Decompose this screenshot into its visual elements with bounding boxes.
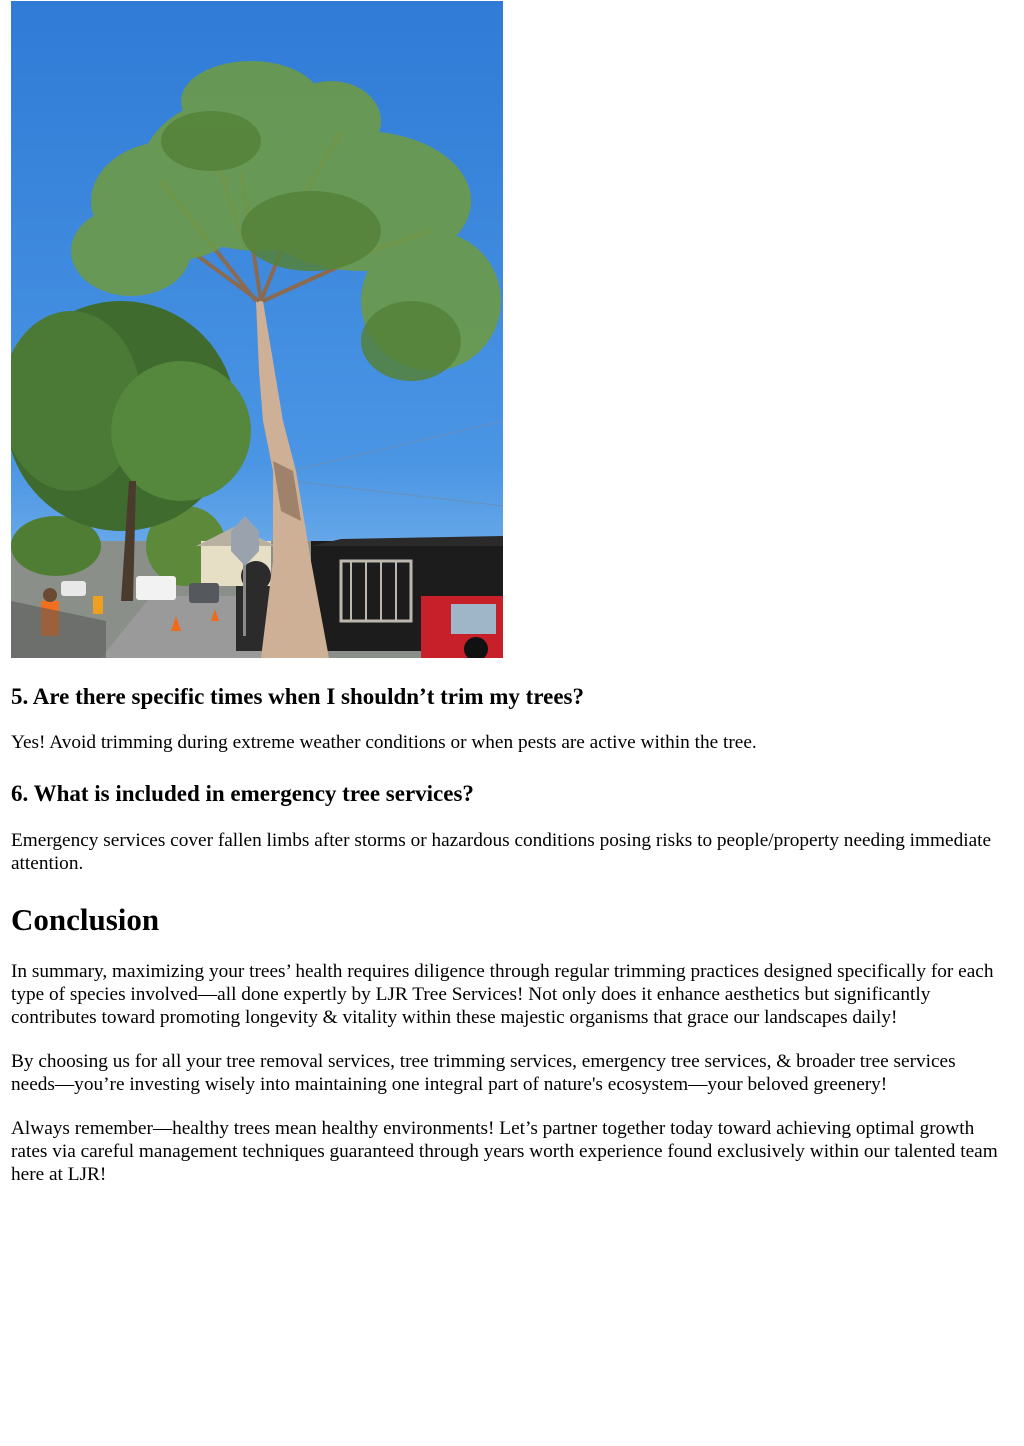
article-content [11, 0, 1001, 1186]
conclusion-heading: Conclusion [11, 902, 160, 937]
faq-answer-6: Emergency services cover fallen limbs after storms or hazardous conditions posing risks to people/property needing immediate attention. [11, 830, 992, 874]
tree-photo [11, 1, 503, 658]
faq-question-5: 5. Are there specific times when I shouldn’t trim my trees? [11, 684, 585, 709]
conclusion-paragraph: By choosing us for all your tree removal services, tree trimming services, emergency tree services, & broader tree services needs—you’re investing wisely into maintaining one integral part of nature's ecosystem—your beloved greenery! [11, 1051, 956, 1095]
tree-photo-illustration [11, 1, 503, 658]
conclusion-paragraph: In summary, maximizing your trees’ health requires diligence through regular trimming practices designed specifically for each type of species involved—all done expertly by LJR Tree Services! Not only does it enhance aesthetics but significantly contributes toward promoting longevity & vitality within these majestic organisms that grace our landscapes daily! [11, 961, 994, 1028]
conclusion-paragraph: Always remember—healthy trees mean healthy environments! Let’s partner together today toward achieving optimal growth rates via careful management techniques guaranteed through years worth experience found exclusively within our talented team here at LJR! [11, 1118, 998, 1185]
faq-question-6: 6. What is included in emergency tree services? [11, 781, 474, 806]
faq-answer-5: Yes! Avoid trimming during extreme weather conditions or when pests are active within the tree. [11, 732, 757, 753]
